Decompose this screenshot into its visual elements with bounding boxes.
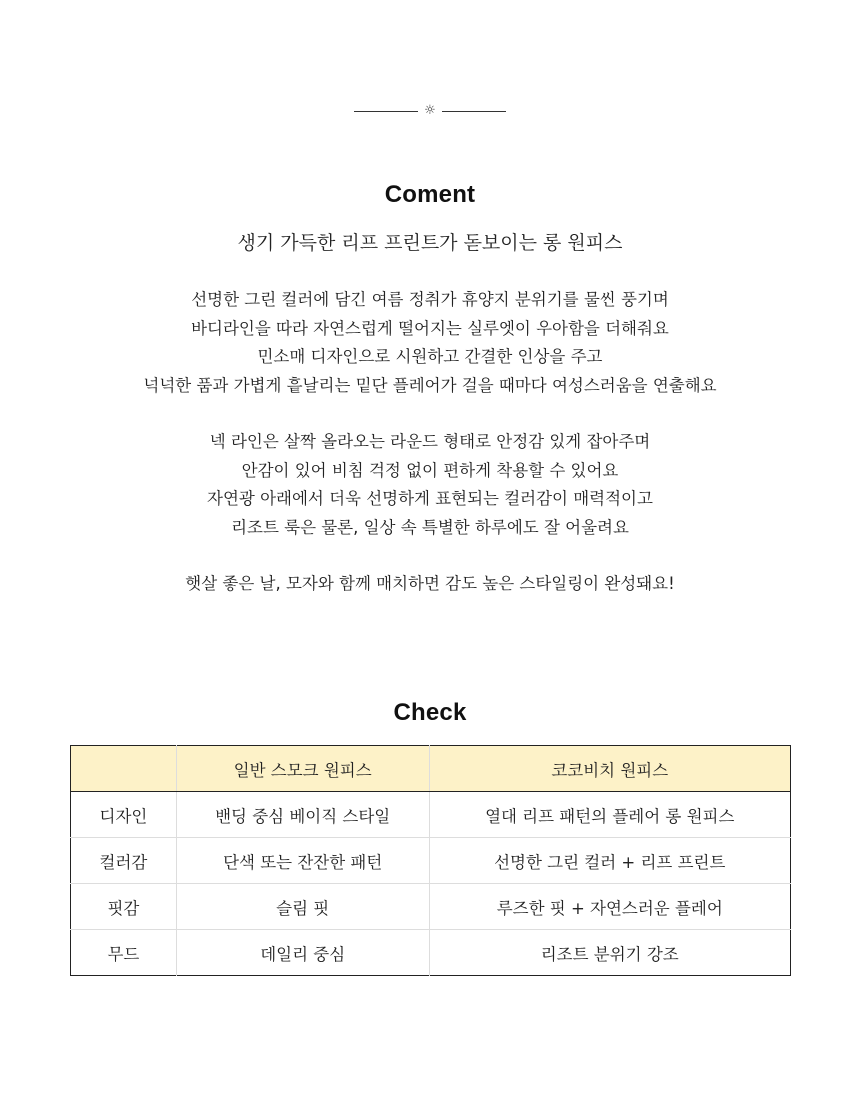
product-subtitle: 생기 가득한 리프 프린트가 돋보이는 롱 원피스: [237, 232, 623, 254]
table-header-row: [71, 746, 791, 792]
description-line: 넥 라인은 살짝 올라오는 라운드 형태로 안정감 있게 잡아주며: [209, 432, 651, 451]
check-heading: Check: [393, 699, 467, 726]
table-cell: 밴딩 중심 베이직 스타일: [176, 792, 429, 838]
header-cell-cocobeach-dress: 코코비치 원피스: [429, 746, 791, 792]
table-row: [71, 792, 791, 838]
table-row: [71, 884, 791, 930]
description-line: 민소매 디자인으로 시원하고 간결한 인상을 주고: [257, 347, 603, 366]
table-row: [71, 930, 791, 976]
description-line: 리조트 룩은 물론, 일상 속 특별한 하루에도 잘 어울려요: [231, 517, 629, 537]
table-cell: 데일리 중심: [176, 930, 429, 976]
header-cell-regular-dress: 일반 스모크 원피스: [176, 746, 429, 792]
sparkle-icon: ☼: [424, 103, 436, 118]
description-line: 넉넉한 품과 가볍게 흩날리는 밑단 플레어가 걸을 때마다 여성스러움을 연출해요: [143, 375, 717, 395]
description-line: 안감이 있어 비침 걱정 없이 편하게 착용할 수 있어요: [241, 460, 619, 480]
description-paragraph: [0, 428, 860, 542]
header-cell-empty: [71, 746, 177, 792]
section-divider: [0, 104, 860, 118]
divider-line-right: [442, 111, 506, 112]
table-cell: 단색 또는 잔잔한 패턴: [176, 838, 429, 884]
table-cell: 루즈한 핏 + 자연스러운 플레어: [429, 884, 791, 930]
table-cell: 선명한 그린 컬러 + 리프 프린트: [429, 838, 791, 884]
row-label: 핏감: [71, 884, 177, 930]
table-row: [71, 838, 791, 884]
table-cell: 열대 리프 패턴의 플레어 롱 원피스: [429, 792, 791, 838]
description-line: 햇살 좋은 날, 모자와 함께 매치하면 감도 높은 스타일링이 완성돼요!: [185, 574, 675, 593]
description-paragraph: [0, 570, 860, 599]
table-cell: 리조트 분위기 강조: [540, 944, 679, 964]
coment-heading: Coment: [384, 181, 476, 208]
row-label: 컬러감: [71, 838, 177, 884]
table-cell: 슬림 핏: [176, 884, 429, 930]
row-label: 디자인: [71, 792, 177, 838]
description-paragraph: [0, 286, 860, 400]
description-line: 자연광 아래에서 더욱 선명하게 표현되는 컬러감이 매력적이고: [207, 489, 653, 508]
divider-line-left: [354, 111, 418, 112]
comparison-table: [70, 745, 791, 976]
description-line: 바디라인을 따라 자연스럽게 떨어지는 실루엣이 우아함을 더해줘요: [191, 318, 669, 338]
row-label: 무드: [71, 930, 177, 976]
description-line: 선명한 그린 컬러에 담긴 여름 정취가 휴양지 분위기를 물씬 풍기며: [191, 290, 669, 309]
